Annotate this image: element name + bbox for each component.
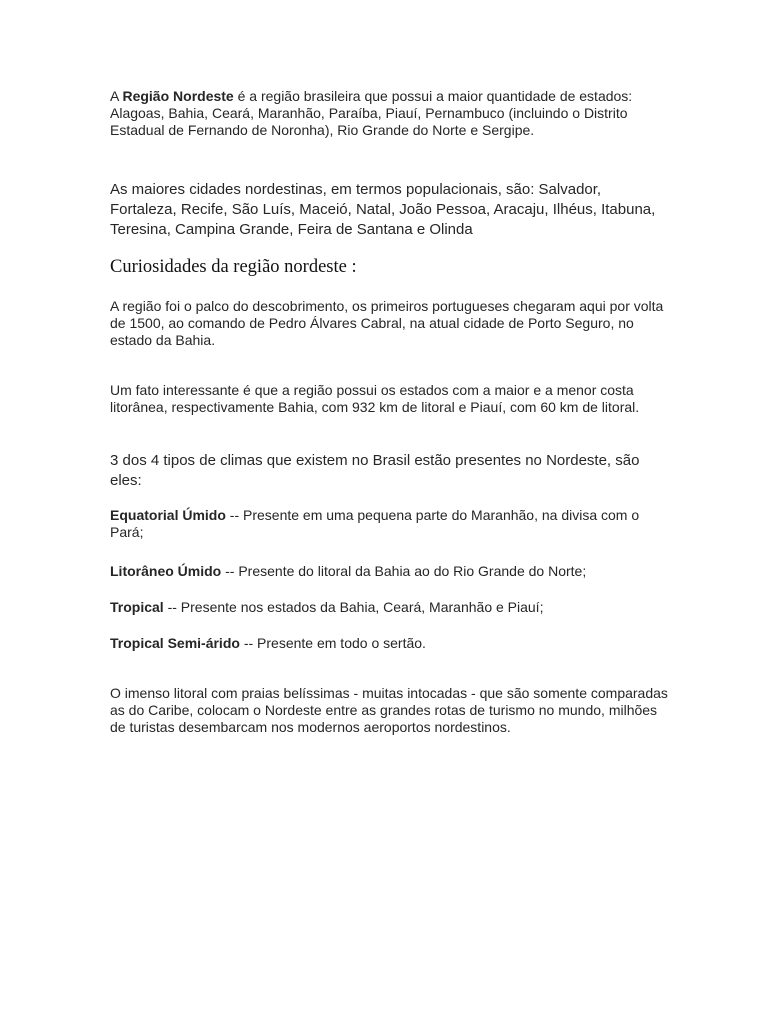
intro-text: é a região brasileira que possui a maior quantidade de estados: Alagoas, Bahia, Ceará, Maranhão, Paraíba, Piauí, Pernambuco (incluindo o Distrito Estadual de Fernando de Noronha), Rio Grande do Norte e Sergipe.	[110, 88, 633, 138]
climate-name: Litorâneo Úmido	[110, 563, 222, 579]
climate-description: -- Presente em todo o sertão.	[239, 635, 426, 651]
cities-paragraph: As maiores cidades nordestinas, em termos populacionais, são: Salvador, Fortaleza, Recife, São Luís, Maceió, Natal, João Pessoa, Aracaju, Ilhéus, Itabuna, Teresina, Campina Grande, Feira de Santana e Olinda	[110, 181, 656, 238]
climate-item	[110, 507, 670, 541]
climate-name: Equatorial Úmido	[110, 507, 226, 523]
section-heading: Curiosidades da região nordeste :	[110, 257, 357, 277]
climate-description: -- Presente em uma pequena parte do Maranhão, na divisa com o Pará;	[110, 507, 640, 540]
tourism-paragraph: O imenso litoral com praias belíssimas - muitas intocadas - que são somente comparadas as do Caribe, colocam o Nordeste entre as grandes rotas de turismo no mundo, milhões de turistas desembarcam nos modernos aeroportos nordestinos.	[110, 685, 668, 735]
climate-item	[110, 599, 670, 616]
discovery-paragraph: A região foi o palco do descobrimento, os primeiros portugueses chegaram aqui por volta de 1500, ao comando de Pedro Álvares Cabral, na atual cidade de Porto Seguro, no estado da Bahia.	[110, 298, 664, 348]
climate-item	[110, 635, 670, 652]
intro-region-name: Região Nordeste	[122, 88, 234, 104]
climate-description: -- Presente do litoral da Bahia ao do Rio Grande do Norte;	[221, 563, 587, 579]
climate-name: Tropical	[110, 599, 164, 615]
coast-paragraph: Um fato interessante é que a região possui os estados com a maior e a menor costa litorânea, respectivamente Bahia, com 932 km de litoral e Piauí, com 60 km de litoral.	[110, 382, 640, 415]
climate-description: -- Presente nos estados da Bahia, Ceará, Maranhão e Piauí;	[163, 599, 544, 615]
climate-name: Tropical Semi-árido	[110, 635, 240, 651]
intro-prefix: A	[110, 88, 123, 104]
climates-intro-paragraph: 3 dos 4 tipos de climas que existem no Brasil estão presentes no Nordeste, são eles:	[110, 452, 640, 489]
climate-item	[110, 563, 670, 580]
intro-paragraph	[110, 88, 670, 139]
